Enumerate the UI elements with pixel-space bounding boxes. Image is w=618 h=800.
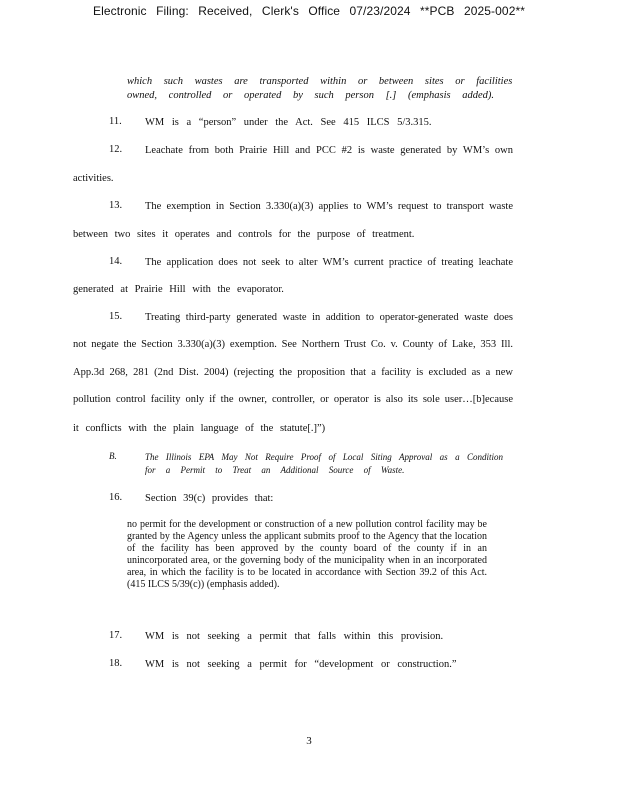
para-16-line1: Section 39(c) provides that:	[145, 493, 274, 504]
filing-header: Electronic Filing: Received, Clerk's Office 07/23/2024 **PCB 2025-002**	[92, 4, 526, 18]
para-17-line1: WM is not seeking a permit that falls within this provision.	[145, 631, 444, 642]
para-13-line1: The exemption in Section 3.330(a)(3) applies to WM’s request to transport waste	[145, 201, 513, 212]
para-14-line2: generated at Prairie Hill with the evaporator.	[73, 284, 284, 295]
para-12-line1: Leachate from both Prairie Hill and PCC #2 is waste generated by WM’s own	[145, 145, 513, 156]
quote-top-line1: which such wastes are transported within or between sites or facilities	[127, 76, 513, 87]
section-b-label: B.	[109, 451, 117, 461]
para-15-line5: it conflicts with the plain language of the statute[.]”)	[73, 423, 326, 434]
page-number: 3	[306, 735, 312, 747]
section-b-heading-line1: The Illinois EPA May Not Require Proof of Local Siting Approval as a Condition	[145, 452, 503, 462]
para-18-number: 18.	[109, 658, 123, 669]
para-15-line3: App.3d 268, 281 (2nd Dist. 2004) (rejecting the proposition that a facility is excluded as a new	[73, 367, 513, 378]
para-14-number: 14.	[109, 256, 123, 267]
block-quote-39c	[127, 519, 487, 591]
para-15-line2: not negate the Section 3.330(a)(3) exemption. See Northern Trust Co. v. County of Lake, 353 Ill.	[73, 339, 513, 350]
para-11-line1: WM is a “person” under the Act. See 415 ILCS 5/3.315.	[145, 117, 432, 128]
para-13-number: 13.	[109, 200, 123, 211]
quote-top-line2: owned, controlled or operated by such person [.] (emphasis added).	[127, 90, 494, 101]
para-13-line2: between two sites it operates and controls for the purpose of treatment.	[73, 229, 415, 240]
para-12-line2: activities.	[73, 173, 114, 184]
para-17-number: 17.	[109, 630, 123, 641]
para-12-number: 12.	[109, 144, 123, 155]
para-18-line1: WM is not seeking a permit for “development or construction.”	[145, 659, 457, 670]
section-b-heading-line2: for a Permit to Treat an Additional Source of Waste.	[145, 465, 405, 475]
para-15-line1: Treating third-party generated waste in addition to operator-generated waste does	[145, 312, 513, 323]
block-quote-39c-text: no permit for the development or construction of a new pollution control facility may be granted by the Agency unless the applicant submits proof to the Agency that the location of the facility has been approved by the county board of the county if in an unincorporated area, or the governing body of the municipality when in an incorporated area, in which the facility is to be located in accordance with Section 39.2 of this Act. (415 ILCS 5/39(c)) (emphasis added).	[127, 519, 487, 590]
para-15-number: 15.	[109, 311, 123, 322]
para-15-line4: pollution control facility only if the owner, controller, or operator is also its sole user…[b]ecause	[73, 394, 513, 405]
para-11-number: 11.	[109, 116, 122, 127]
para-16-number: 16.	[109, 492, 123, 503]
para-14-line1: The application does not seek to alter WM’s current practice of treating leachate	[145, 257, 513, 268]
